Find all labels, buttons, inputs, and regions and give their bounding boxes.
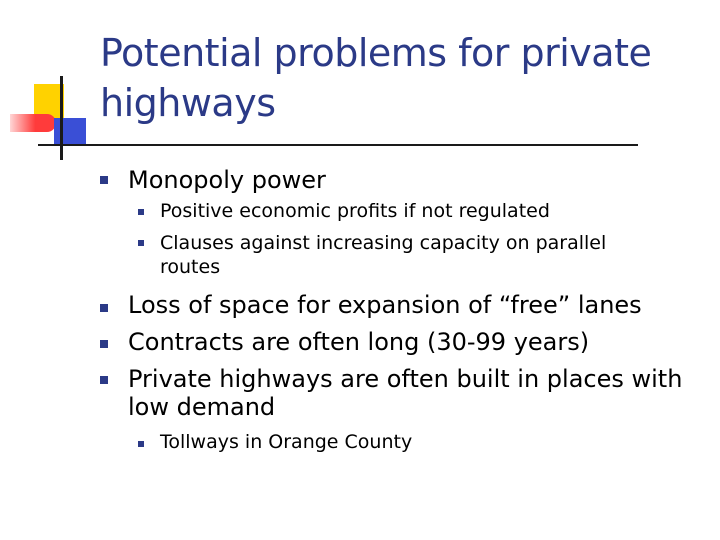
bullet-marker xyxy=(100,176,108,184)
sub-bullet-marker xyxy=(138,441,144,447)
sub-bullet-clauses: Clauses against increasing capacity on parallel routes xyxy=(160,232,607,278)
sub-bullet-profits: Positive economic profits if not regulated xyxy=(160,200,550,222)
title-underline xyxy=(38,144,638,146)
bullet-loss-of-space: Loss of space for expansion of “free” lanes xyxy=(128,291,642,319)
sub-bullet-marker xyxy=(138,240,144,246)
blue-square xyxy=(54,118,86,146)
sub-bullet-tollways: Tollways in Orange County xyxy=(160,431,413,453)
bullet-marker xyxy=(100,340,108,348)
vertical-rule xyxy=(60,76,63,160)
sub-bullet-marker xyxy=(138,209,144,215)
bullet-marker xyxy=(100,304,108,312)
bullet-contracts: Contracts are often long (30-99 years) xyxy=(128,328,590,356)
bullet-marker xyxy=(100,376,108,384)
red-bar xyxy=(10,114,56,132)
slide-title: Potential problems for private highways xyxy=(100,31,652,125)
bullet-low-demand: Private highways are often built in places with low demand xyxy=(128,365,683,421)
bullet-monopoly-power: Monopoly power xyxy=(128,166,326,194)
